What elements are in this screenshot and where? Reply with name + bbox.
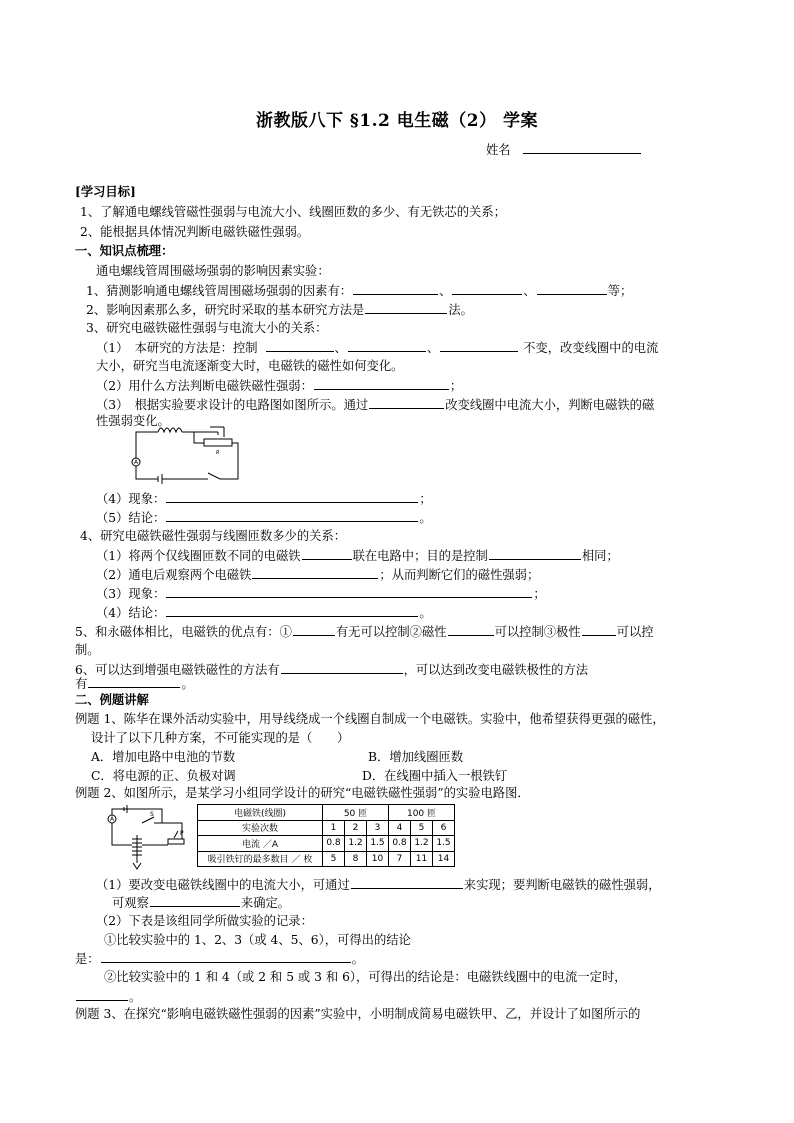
circuit-diagram-current xyxy=(124,423,248,485)
experiment-record-table xyxy=(197,804,455,867)
table-cell: 1.2 xyxy=(345,836,367,852)
answer-blank[interactable] xyxy=(452,282,522,295)
question-4: 4、研究电磁铁磁性强弱与线圈匝数多少的关系： xyxy=(80,529,347,543)
answer-blank[interactable] xyxy=(101,950,351,963)
objective-item-1: 1、了解通电螺线管磁性强弱与电流大小、线圈匝数的多少、有无铁芯的关系； xyxy=(80,205,506,219)
question-5: 5、和永磁体相比，电磁铁的优点有：① 有无可以控制②磁性 可以控制③极性 可以控 xyxy=(75,625,654,639)
table-row xyxy=(198,851,455,867)
table-cell: 2 xyxy=(345,820,367,836)
table-cell: 14 xyxy=(433,851,455,867)
table-cell: 7 xyxy=(389,851,411,867)
nail-icon xyxy=(133,863,141,869)
answer-blank[interactable] xyxy=(88,675,180,688)
table-cell: 8 xyxy=(345,851,367,867)
table-cell: 实验次数 xyxy=(198,820,323,836)
question-3-1: （1） 本研究的方法是：控制 、 、 不变，改变线圈中的电流 xyxy=(96,341,659,355)
option-d: D．在线圈中插入一根铁钉 xyxy=(362,769,508,783)
table-cell: 0.8 xyxy=(389,836,411,852)
table-cell: 1.2 xyxy=(411,836,433,852)
example-2: 例题 2、如图所示，是某学习小组同学设计的研究“电磁铁磁性强弱”的实验电路图． xyxy=(75,786,530,800)
question-1: 1、猜测影响通电螺线管周围磁场强弱的因素有： 、 、 等； xyxy=(86,284,633,298)
rheostat-icon xyxy=(168,839,184,844)
circuit-diagram-example2 xyxy=(102,805,188,870)
answer-blank[interactable] xyxy=(166,604,418,617)
answer-blank[interactable] xyxy=(302,547,352,560)
example-2-q2-1: ①比较实验中的 1、2、3（或 4、5、6），可得出的结论 xyxy=(104,933,411,947)
table-row xyxy=(198,836,455,852)
coil-icon xyxy=(158,428,182,432)
table-cell: 1.5 xyxy=(367,836,389,852)
question-6: 6、可以达到增强电磁铁磁性的方法有 ，可以达到改变电磁铁极性的方法 xyxy=(75,663,589,677)
table-cell: 11 xyxy=(411,851,433,867)
table-cell: 6 xyxy=(433,820,455,836)
question-3-1-cont: 大小，研究当电流逐渐变大时，电磁铁的磁性如何变化。 xyxy=(96,359,404,373)
answer-blank[interactable] xyxy=(448,623,494,636)
question-4-1: （1）将两个仅线圈匝数不同的电磁铁 联在电路中；目的是控制 相同； xyxy=(96,549,619,563)
answer-blank[interactable] xyxy=(353,282,438,295)
table-cell: 0.8 xyxy=(323,836,345,852)
answer-blank[interactable] xyxy=(293,623,335,636)
answer-blank[interactable] xyxy=(537,282,607,295)
switch-icon xyxy=(208,473,220,479)
answer-blank[interactable] xyxy=(252,566,378,579)
question-4-3: （3）现象： ； xyxy=(96,587,546,601)
question-3-3-cont: 性强弱变化。 xyxy=(96,414,170,428)
answer-blank[interactable] xyxy=(166,509,418,522)
option-a: A．增加电路中电池的节数 xyxy=(91,750,236,764)
answer-blank[interactable] xyxy=(365,301,447,314)
question-3-3: （3） 根据实验要求设计的电路图如图所示。通过 改变线圈中电流大小，判断电磁铁的磁 xyxy=(96,398,655,412)
table-cell: 10 xyxy=(367,851,389,867)
example-2-q2: （2）下表是该组同学所做实验的记录： xyxy=(96,914,313,928)
table-cell: 3 xyxy=(367,820,389,836)
table-cell: 1 xyxy=(323,820,345,836)
answer-blank[interactable] xyxy=(314,377,449,390)
table-cell: 5 xyxy=(411,820,433,836)
answer-blank[interactable] xyxy=(582,623,616,636)
answer-blank[interactable] xyxy=(266,339,334,352)
objectives-heading: [学习目标] xyxy=(75,184,136,199)
experiment-intro: 通电螺线管周围磁场强弱的影响因素实验： xyxy=(96,264,330,278)
table-row xyxy=(198,805,455,821)
answer-blank[interactable] xyxy=(489,547,581,560)
question-2: 2、影响因素那么多，研究时采取的基本研究方法是 法。 xyxy=(86,303,473,317)
table-cell: 100 匝 xyxy=(389,805,455,821)
switch-label: S xyxy=(150,811,154,818)
example-1-cont: 设计了以下几种方案，不可能实现的是（ ） xyxy=(91,731,350,745)
table-cell: 电流 ／A xyxy=(198,836,323,852)
answer-blank[interactable] xyxy=(281,661,403,674)
section2-heading: 二、例题讲解 xyxy=(75,692,149,707)
ammeter-label: A xyxy=(134,459,139,466)
answer-blank[interactable] xyxy=(166,490,418,503)
answer-blank[interactable] xyxy=(76,988,128,1001)
ammeter-label: A xyxy=(110,816,115,823)
answer-blank[interactable] xyxy=(348,339,426,352)
table-cell: 1.5 xyxy=(433,836,455,852)
question-4-4: （4）结论： 。 xyxy=(96,606,432,620)
example-2-q1: （1）要改变电磁铁线圈中的电流大小，可通过 来实现；要判断电磁铁的磁性强弱， xyxy=(96,878,661,892)
table-row xyxy=(198,820,455,836)
answer-blank[interactable] xyxy=(150,894,240,907)
option-c: C．将电源的正、负极对调 xyxy=(91,769,236,783)
example-2-q1-cont: 可观察 来确定。 xyxy=(112,896,291,910)
question-4-2: （2）通电后观察两个电磁铁 ；从而判断它们的磁性强弱； xyxy=(96,568,540,582)
objective-item-2: 2、能根据具体情况判断电磁铁磁性强弱。 xyxy=(80,225,310,239)
example-1: 例题 1、陈华在课外活动实验中，用导线绕成一个线圈自制成一个电磁铁。实验中，他希望获得更强的磁性， xyxy=(75,712,665,726)
answer-blank[interactable] xyxy=(166,585,532,598)
answer-blank[interactable] xyxy=(351,876,463,889)
section1-heading: 一、知识点梳理： xyxy=(75,243,174,258)
table-cell: 4 xyxy=(389,820,411,836)
question-3-5: （5）结论： 。 xyxy=(96,511,432,525)
table-cell: 50 匝 xyxy=(323,805,389,821)
example-3: 例题 3、在探究“影响电磁铁磁性强弱的因素”实验中，小明制成简易电磁铁甲、乙，并设计了如图所示的 xyxy=(75,1007,641,1021)
answer-blank[interactable] xyxy=(369,396,444,409)
option-b: B．增加线圈匝数 xyxy=(368,750,464,764)
table-cell: 5 xyxy=(323,851,345,867)
question-3: 3、研究电磁铁磁性强弱与电流大小的关系： xyxy=(86,321,328,335)
name-label: 姓名 xyxy=(486,143,511,157)
page-title: 浙教版八下 §1.2 电生磁（2） 学案 xyxy=(255,111,539,131)
name-input-line[interactable] xyxy=(523,141,641,154)
answer-blank[interactable] xyxy=(440,339,518,352)
question-5-cont: 制。 xyxy=(75,643,100,657)
table-cell: 电磁铁(线圈) xyxy=(198,805,323,821)
example-2-q2-2-cont: 。 xyxy=(75,988,141,1005)
question-3-4: （4）现象： ； xyxy=(96,492,432,506)
rheostat-icon xyxy=(204,439,232,446)
resistor-label: R xyxy=(216,450,220,456)
example-2-q2-2: ②比较实验中的 1 和 4（或 2 和 5 或 3 和 6），可得出的结论是：电磁铁线圈中的电流一定时， xyxy=(104,970,627,984)
name-field xyxy=(486,141,642,158)
example-2-q2-1-cont: 是： 。 xyxy=(75,952,364,966)
question-3-2: （2）用什么方法判断电磁铁磁性强弱： ； xyxy=(96,379,463,393)
table-cell: 吸引铁钉的最多数目 ／ 枚 xyxy=(198,851,323,867)
slider-label: P xyxy=(180,830,184,837)
question-6-cont: 有 。 xyxy=(75,677,194,691)
